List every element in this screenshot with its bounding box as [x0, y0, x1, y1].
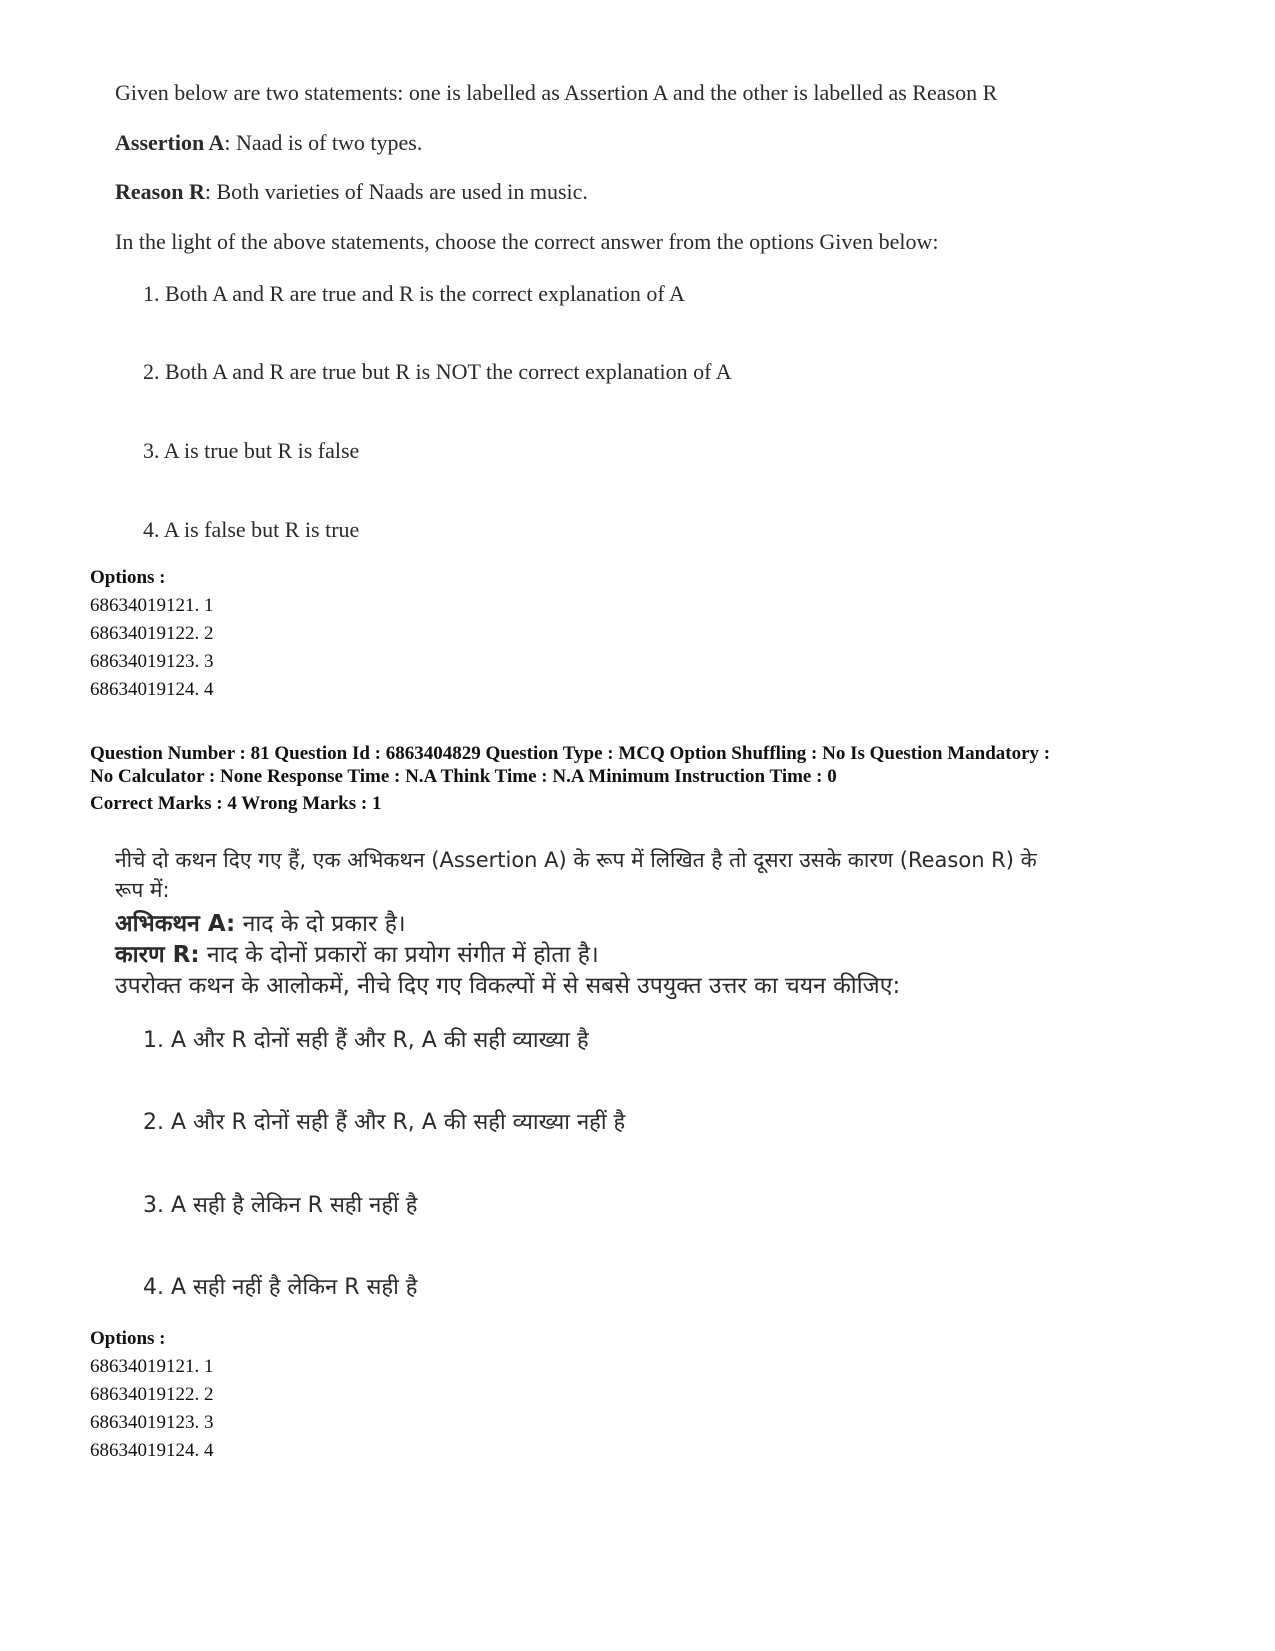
q80-option-4: 68634019124. 4 [90, 679, 214, 700]
q81-reason-text: नाद के दोनों प्रकारों का प्रयोग संगीत में होता है। [199, 942, 599, 968]
q81-meta-line2: No Calculator : None Response Time : N.A Think Time : N.A Minimum Instruction Time : 0 [90, 766, 837, 787]
q81-option-2: 68634019122. 2 [90, 1384, 214, 1405]
q81-meta-line3: Correct Marks : 4 Wrong Marks : 1 [90, 793, 382, 814]
q80-reason-text: : Both varieties of Naads are used in music. [204, 179, 588, 204]
q81-assertion-text: नाद के दो प्रकार है। [235, 911, 406, 937]
q81-intro-line1: नीचे दो कथन दिए गए हैं, एक अभिकथन (Assertion A) के रूप में लिखित है तो दूसरा उसके कारण (Reason R) के [115, 848, 1037, 872]
q81-meta-line1: Question Number : 81 Question Id : 6863404829 Question Type : MCQ Option Shuffling : No Is Question Mandatory : [90, 743, 1051, 764]
q81-reason-label: कारण R: [115, 942, 200, 968]
q80-choice-1: 1. Both A and R are true and R is the correct explanation of A [143, 281, 685, 306]
q80-instruction: In the light of the above statements, choose the correct answer from the options Given below: [115, 229, 939, 254]
q80-intro: Given below are two statements: one is labelled as Assertion A and the other is labelled as Reason R [115, 80, 998, 105]
q81-options-label: Options : [90, 1328, 166, 1349]
q81-choice-4: 4. A सही नहीं है लेकिन R सही है [143, 1275, 418, 1300]
q80-assertion-label: Assertion A [115, 130, 225, 155]
q81-option-3: 68634019123. 3 [90, 1412, 214, 1433]
q81-reason [115, 937, 599, 969]
q80-option-3: 68634019123. 3 [90, 651, 214, 672]
q80-assertion-text: : Naad is of two types. [224, 130, 423, 155]
q81-option-4: 68634019124. 4 [90, 1440, 214, 1461]
q80-choice-3: 3. A is true but R is false [143, 438, 360, 463]
q80-choice-2: 2. Both A and R are true but R is NOT the correct explanation of A [143, 359, 732, 384]
q80-assertion [115, 130, 422, 156]
q80-options-label: Options : [90, 567, 166, 588]
q81-assertion [115, 906, 406, 938]
q80-option-2: 68634019122. 2 [90, 623, 214, 644]
q81-assertion-label: अभिकथन A: [115, 911, 236, 937]
q81-choice-2: 2. A और R दोनों सही हैं और R, A की सही व्याख्या नहीं है [143, 1110, 626, 1135]
q81-instruction: उपरोक्त कथन के आलोकमें, नीचे दिए गए विकल्पों में से सबसे उपयुक्त उत्तर का चयन कीजिए: [115, 973, 901, 999]
q80-option-1: 68634019121. 1 [90, 595, 214, 616]
q81-intro-line2: रूप में: [115, 878, 170, 902]
q80-reason [115, 179, 588, 205]
q81-choice-1: 1. A और R दोनों सही हैं और R, A की सही व्याख्या है [143, 1028, 589, 1053]
q80-reason-label: Reason R [115, 179, 205, 204]
q81-option-1: 68634019121. 1 [90, 1356, 214, 1377]
q81-choice-3: 3. A सही है लेकिन R सही नहीं है [143, 1193, 418, 1218]
q80-choice-4: 4. A is false but R is true [143, 517, 360, 542]
